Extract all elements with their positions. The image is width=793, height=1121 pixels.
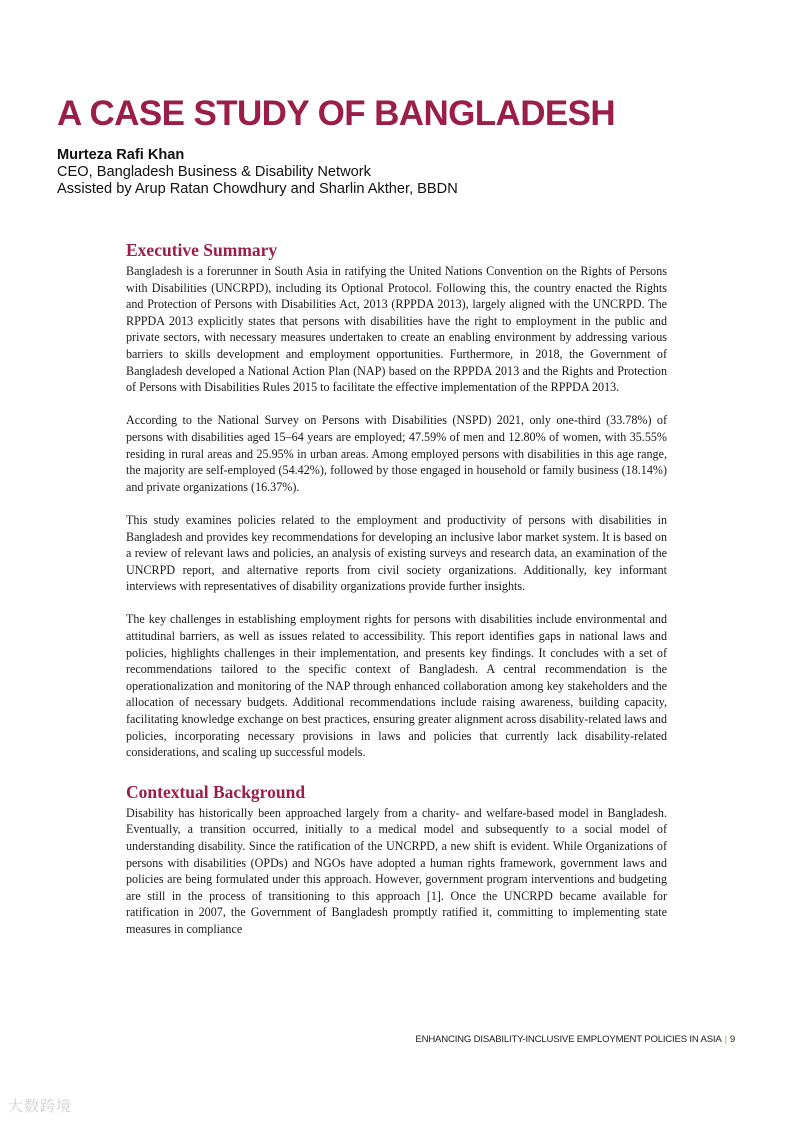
author-affiliation: CEO, Bangladesh Business & Disability Network bbox=[57, 164, 371, 180]
author-block bbox=[57, 147, 458, 198]
watermark-text: 大数跨境 bbox=[8, 1097, 73, 1115]
author-name: Murteza Rafi Khan bbox=[57, 147, 185, 163]
section-heading-contextual-background: Contextual Background bbox=[126, 781, 306, 802]
paragraph: According to the National Survey on Persons with Disabilities (NSPD) 2021, only one-third (33.78%) of persons with disabilities aged 15–64 years are employed; 47.59% of men and 12.80% of women, with 35.55% residing in rural areas and 25.95% in urban areas. Among employed persons with disabilities in this age range, the majority are self-employed (54.42%), followed by those engaged in household or family business (18.14%) and private organizations (16.37%). bbox=[126, 413, 667, 494]
body-content bbox=[126, 240, 667, 954]
paragraph: Disability has historically been approached largely from a charity- and welfare-based model in Bangladesh. Eventually, a transition occurred, initially to a medical model and subsequently to a social model of understanding disability. Since the ratification of the UNCRPD, a new shift is evident. While Organizations of persons with disabilities (OPDs) and NGOs have adopted a human rights framework, government laws and policies are being formulated under this approach. However, government program interventions and budgeting are still in the process of transitioning to this approach [1]. Once the UNCRPD became available for ratification in 2007, the Government of Bangladesh promptly ratified it, committing to implementing state measures in compliance bbox=[126, 805, 667, 936]
page-footer bbox=[415, 1034, 735, 1045]
paragraph: Bangladesh is a forerunner in South Asia in ratifying the United Nations Convention on the Rights of Persons with Disabilities (UNCRPD), including its Optional Protocol. Following this, the country enacted the Rights and Protection of Persons with Disabilities Act, 2013 (RPPDA 2013), largely aligned with the UNCRPD. The RPPDA 2013 explicitly states that persons with disabilities have the right to employment in the public and private sectors, with necessary measures undertaken to create an enabling environment by addressing various barriers to skills development and employment opportunities. Furthermore, in 2018, the Government of Bangladesh developed a National Action Plan (NAP) based on the RPPDA 2013 and the Rights and Protection of Persons with Disabilities Rules 2015 to facilitate the effective implementation of the RPPDA 2013. bbox=[126, 264, 667, 395]
section-heading-executive-summary: Executive Summary bbox=[126, 240, 278, 260]
running-title: ENHANCING DISABILITY-INCLUSIVE EMPLOYMENT POLICIES IN ASIA bbox=[415, 1034, 722, 1045]
footer-separator: | bbox=[724, 1034, 727, 1045]
page-number: 9 bbox=[729, 1034, 735, 1045]
page-title: A CASE STUDY OF BANGLADESH bbox=[57, 94, 616, 133]
paragraph: The key challenges in establishing employment rights for persons with disabilities include environmental and attitudinal barriers, as well as issues related to accessibility. This report identifies gaps in national laws and policies, highlights challenges in their implementation, and presents key findings. It concludes with a set of recommendations tailored to the specific context of Bangladesh. A central recommendation is the operationalization and monitoring of the NAP through enhanced collaboration among key stakeholders and the allocation of necessary budgets. Additional recommendations include raising awareness, building capacity, facilitating knowledge exchange on best practices, ensuring greater alignment across disability-related laws and policies, incorporating necessary provisions in laws and policies that currently lack disability-related considerations, and scaling up successful models. bbox=[126, 612, 667, 760]
paragraph: This study examines policies related to the employment and productivity of persons with disabilities in Bangladesh and provides key recommendations for developing an inclusive labor market system. It is based on a review of relevant laws and policies, an analysis of existing surveys and research data, an examination of the UNCRPD report, and alternative reports from civil society organizations. Additionally, key informant interviews with representatives of disability organizations provide further insights. bbox=[126, 512, 667, 594]
assisted-by: Assisted by Arup Ratan Chowdhury and Sharlin Akther, BBDN bbox=[57, 181, 458, 197]
watermark-logo bbox=[8, 1095, 72, 1116]
